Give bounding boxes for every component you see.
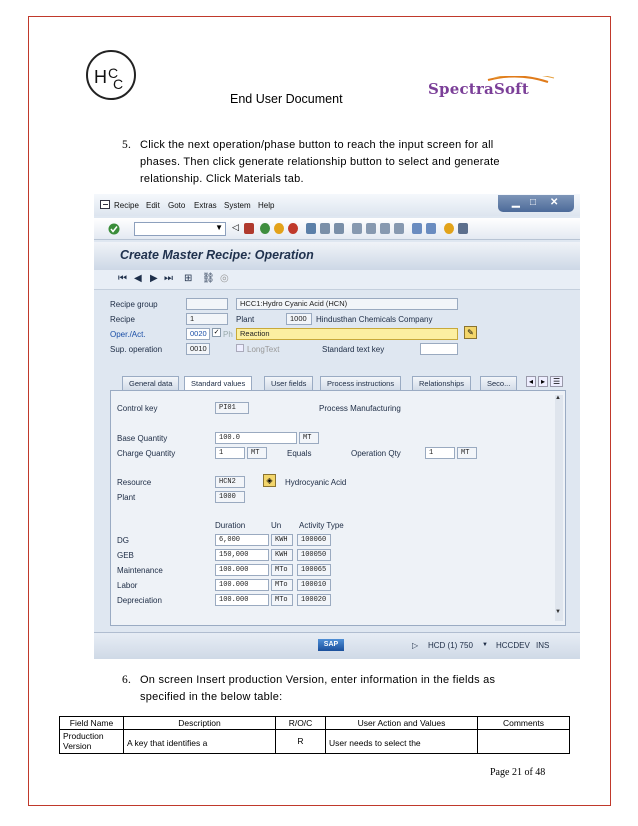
chevron-down-icon[interactable]: ▼: [215, 223, 223, 232]
status-mode: INS: [536, 641, 550, 650]
cancel-icon[interactable]: [288, 223, 298, 234]
status-system: HCD (1) 750: [428, 641, 473, 650]
find-icon[interactable]: [320, 223, 330, 234]
activity-field-depreciation[interactable]: 100020: [297, 594, 331, 606]
charge-quantity-field[interactable]: 1: [215, 447, 245, 459]
spectrasoft-logo: [428, 76, 558, 104]
sap-menu-bar: [94, 194, 580, 216]
next-record-icon[interactable]: ▶: [150, 273, 158, 284]
resource-plant-label: Plant: [117, 493, 136, 502]
activity-label-labor: Labor: [117, 581, 138, 590]
table-header-cell: Field Name: [60, 717, 124, 730]
resource-description: Hydrocyanic Acid: [285, 478, 347, 487]
screen-title: Create Master Recipe: Operation: [120, 248, 314, 262]
next-operation-icon[interactable]: ⊞: [184, 273, 193, 284]
table-header-cell: User Action and Values: [326, 717, 478, 730]
plant-description: Hindusthan Chemicals Company: [316, 315, 433, 324]
activity-field-maintenance[interactable]: 100065: [297, 564, 331, 576]
sap-logo: SAP: [318, 639, 344, 651]
operation-description-field[interactable]: Reaction: [236, 328, 458, 340]
table-cell: R: [276, 730, 326, 754]
resource-plant-field[interactable]: 1000: [215, 491, 245, 503]
base-quantity-field[interactable]: 100.0: [215, 432, 297, 444]
activity-label-depreciation: Depreciation: [117, 596, 162, 605]
svg-text:C: C: [108, 65, 119, 81]
table-header-row: [60, 717, 570, 730]
recipe-group-field[interactable]: [186, 298, 228, 310]
new-session-icon[interactable]: [412, 223, 422, 234]
print-icon[interactable]: [306, 223, 316, 234]
scroll-down-icon[interactable]: ▼: [555, 609, 561, 615]
generate-relationship-icon[interactable]: ⛓: [202, 273, 215, 284]
menu-system[interactable]: System: [224, 201, 251, 210]
sup-operation-label: Sup. operation: [110, 345, 163, 354]
tab-strip: [114, 376, 570, 390]
page-number: Page 21 of 48: [490, 767, 546, 778]
activity-label-geb: GEB: [117, 551, 134, 560]
longtext-label: LongText: [247, 345, 280, 354]
help-icon[interactable]: [444, 223, 454, 234]
activity-field-labor[interactable]: 100010: [297, 579, 331, 591]
screen-title-bar: [94, 242, 580, 270]
operation-qty-unit[interactable]: MT: [457, 447, 477, 459]
tab-general-data[interactable]: General data: [122, 376, 179, 390]
operation-qty-field[interactable]: 1: [425, 447, 455, 459]
unit-field-geb[interactable]: KWH: [271, 549, 293, 561]
table-header-cell: Description: [124, 717, 276, 730]
recipe-group-label: Recipe group: [110, 300, 158, 309]
charge-quantity-label: Charge Quantity: [117, 449, 176, 458]
back-icon[interactable]: [260, 223, 270, 234]
sap-screenshot: [94, 194, 580, 659]
sup-operation-field[interactable]: 0010: [186, 343, 210, 355]
menu-goto[interactable]: Goto: [168, 201, 186, 210]
longtext-checkbox[interactable]: [236, 344, 244, 352]
step-text: On screen Insert production Version, enter information in the fields as specified in the below table:: [140, 674, 496, 703]
charge-quantity-unit[interactable]: MT: [247, 447, 267, 459]
recipe-label: Recipe: [110, 315, 135, 324]
duration-column-header: Duration: [215, 521, 246, 530]
first-page-icon[interactable]: [352, 223, 362, 234]
step-number: 6.: [122, 674, 132, 686]
table-cell: A key that identifies a: [124, 730, 276, 754]
phase-checkbox[interactable]: ✓: [213, 329, 220, 336]
arrow-left-icon[interactable]: ◁: [232, 222, 239, 232]
unit-column-header: Un: [271, 521, 282, 530]
document-title: End User Document: [230, 92, 343, 106]
maximize-icon[interactable]: □: [530, 197, 537, 208]
svg-text:C: C: [113, 76, 124, 92]
edit-long-text-icon[interactable]: ✎: [464, 326, 477, 339]
last-page-icon[interactable]: [394, 223, 404, 234]
hcc-logo-text: [0, 0, 1, 1]
operation-qty-label: Operation Qty: [351, 449, 401, 458]
sap-standard-toolbar: [94, 218, 580, 240]
svg-text:H: H: [94, 67, 107, 87]
unit-field-labor[interactable]: MTo: [271, 579, 293, 591]
equals-label: Equals: [287, 449, 312, 458]
standard-text-key-label: Standard text key: [322, 345, 385, 354]
tab-scroll-right-icon[interactable]: ▸: [538, 376, 548, 387]
control-key-description: Process Manufacturing: [319, 404, 401, 413]
standard-values-panel: [110, 390, 566, 626]
tab-standard-values[interactable]: Standard values: [184, 376, 252, 390]
tab-secondary[interactable]: Seco...: [480, 376, 517, 390]
last-record-icon[interactable]: ⏭: [164, 273, 173, 284]
resource-label: Resource: [117, 478, 152, 487]
unit-field-maintenance[interactable]: MTo: [271, 564, 293, 576]
standard-text-key-field[interactable]: [420, 343, 458, 355]
tab-scroll-left-icon[interactable]: ◂: [526, 376, 536, 387]
tab-list-icon[interactable]: ☰: [550, 376, 563, 387]
menu-help[interactable]: Help: [258, 201, 275, 210]
duration-field-maintenance[interactable]: 100.000: [215, 564, 269, 576]
table-header-cell: Comments: [478, 717, 570, 730]
scroll-up-icon[interactable]: ▲: [555, 395, 561, 401]
tab-relationships[interactable]: Relationships: [412, 376, 471, 390]
table-cell: User needs to select the: [326, 730, 478, 754]
base-quantity-label: Base Quantity: [117, 434, 168, 443]
recipe-group-description: HCC1:Hydro Cyanic Acid (HCN): [236, 298, 458, 310]
shortcut-icon[interactable]: [426, 223, 436, 234]
table-header-cell: R/O/C: [276, 717, 326, 730]
duration-field-labor[interactable]: 100.000: [215, 579, 269, 591]
plant-label: Plant: [236, 315, 255, 324]
play-icon[interactable]: ▷: [412, 641, 419, 650]
unit-field-dg[interactable]: KWH: [271, 534, 293, 546]
duration-field-geb[interactable]: 150,000: [215, 549, 269, 561]
save-icon[interactable]: [244, 223, 254, 234]
previous-record-icon[interactable]: ◀: [134, 273, 142, 284]
oper-act-field[interactable]: 0020: [186, 328, 210, 340]
exit-icon[interactable]: [274, 223, 284, 234]
minimize-icon[interactable]: ▁: [512, 197, 520, 208]
control-key-label: Control key: [117, 404, 158, 413]
activity-label-dg: DG: [117, 536, 129, 545]
menu-exit-icon[interactable]: [100, 200, 110, 209]
activity-type-column-header: Activity Type: [299, 521, 344, 530]
duration-field-depreciation[interactable]: 100.000: [215, 594, 269, 606]
enter-check-icon[interactable]: [108, 223, 120, 235]
system-dropdown-icon[interactable]: ▼: [482, 642, 488, 648]
recipe-field[interactable]: 1: [186, 313, 228, 325]
previous-page-icon[interactable]: [366, 223, 376, 234]
layout-icon[interactable]: [458, 223, 468, 234]
table-row: [60, 730, 570, 754]
control-key-field[interactable]: PI01: [215, 402, 249, 414]
find-next-icon[interactable]: [334, 223, 344, 234]
tab-process-instructions[interactable]: Process instructions: [320, 376, 401, 390]
oper-act-label: Oper./Act.: [110, 330, 146, 339]
unit-field-depreciation[interactable]: MTo: [271, 594, 293, 606]
phase-label: Ph: [223, 330, 233, 339]
table-cell: Production Version: [60, 730, 124, 754]
window-controls: [498, 195, 574, 212]
command-field[interactable]: [134, 222, 226, 236]
panel-scrollbar[interactable]: [555, 395, 563, 621]
hcc-logo: [84, 48, 138, 102]
step-text: Click the next operation/phase button to reach the input screen for all phases. Then click generate relationship button to select and generate relationship. Click Materials tab.: [140, 139, 500, 185]
plant-field[interactable]: 1000: [286, 313, 312, 325]
activity-field-dg[interactable]: 100060: [297, 534, 331, 546]
base-quantity-unit[interactable]: MT: [299, 432, 319, 444]
object-overview-icon[interactable]: ◎: [220, 273, 229, 284]
first-record-icon[interactable]: ⏮: [118, 273, 127, 284]
resource-field[interactable]: HCN2: [215, 476, 245, 488]
activity-label-maintenance: Maintenance: [117, 566, 163, 575]
application-toolbar: [94, 270, 580, 290]
status-host: HCCDEV: [496, 641, 530, 650]
tab-user-fields[interactable]: User fields: [264, 376, 313, 390]
menu-recipe[interactable]: Recipe: [114, 201, 139, 210]
resource-detail-icon[interactable]: ◈: [263, 474, 276, 487]
status-bar: [94, 632, 580, 659]
field-table: [59, 716, 570, 754]
table-cell: [478, 730, 570, 754]
activity-field-geb[interactable]: 100050: [297, 549, 331, 561]
duration-field-dg[interactable]: 6,000: [215, 534, 269, 546]
next-page-icon[interactable]: [380, 223, 390, 234]
step-number: 5.: [122, 139, 132, 151]
spectrasoft-text: SpectraSoft: [428, 80, 529, 98]
menu-extras[interactable]: Extras: [194, 201, 217, 210]
close-icon[interactable]: ✕: [550, 197, 559, 208]
menu-edit[interactable]: Edit: [146, 201, 160, 210]
